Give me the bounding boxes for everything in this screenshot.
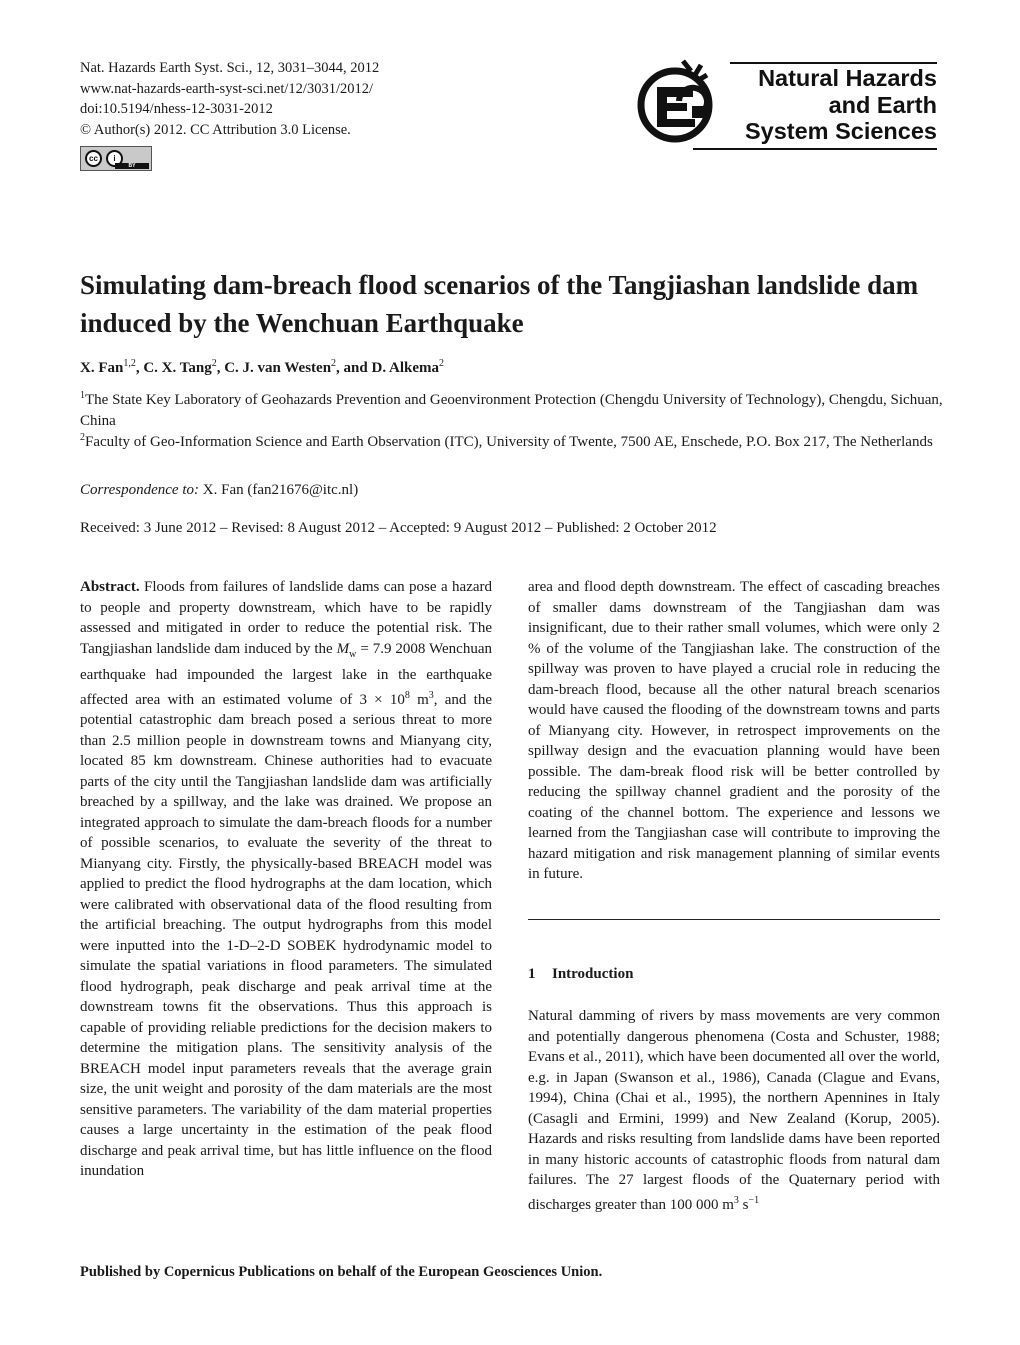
cc-icon: cc <box>85 150 102 167</box>
affiliation-1 <box>80 386 950 431</box>
abstract-continuation: area and flood depth downstream. The effect of cascading breaches of smaller dams downstream of the Tangjiashan dam was insignificant, due to their rather small volumes, which were only 2 % of the volume of the Tangjiashan lake. The construction of the spillway was proven to have played a crucial role in reducing the dam-breach flood, because all the other natural breach scenarios would have caused the flooding of the downstream towns and parts of Mianyang city. However, in retrospect improvements on the spillway design and the evacuation planning would have been possible. The dam-break flood risk will be better controlled by reducing the spillway channel gradient and the porosity of the coating of the channel bottom. The experience and lessons we learned from the Tangjiashan case will contribute to improving the hazard mitigation and risk management planning of similar events in future. <box>528 579 940 882</box>
affiliation-number: 2 <box>80 432 85 443</box>
egu-logo-icon <box>635 57 721 153</box>
journal-name-line2: and Earth <box>828 92 937 118</box>
author-affiliation-mark: 1,2 <box>123 358 136 369</box>
abstract-part: m <box>409 691 429 708</box>
abstract-part: , and the potential catastrophic dam breach posed a serious threat to more than 2.5 million people in downstream towns and Mianyang city, located 85 km downstream. Chinese authorities had to evacuate parts of the city until the Tangjiashan landslide dam was artificially breached by a spillway, and the lake was drained. We propose an integrated approach to simulate the dam-breach floods for a number of possible scenarios, to evaluate the severity of the threat to Mianyang city. Firstly, the physically-based BREACH model was applied to predict the flood hydrographs at the dam location, which were calibrated with observational data of the flood resulting from the artificial breaching. The output hydrographs from this model were inputted into the 1-D–2-D SOBEK hydrodynamic model to simulate the spatial variations in flood parameters. The simulated flood hydrograph, peak discharge and peak arrival time at the downstream towns fit the observations. Thus this approach is capable of providing reliable predictions for the decision makers to determine the mitigation plans. The sensitivity analysis of the BREACH model input parameters reveals that the average grain size, the unit weight and porosity of the dam materials are the most sensitive parameters. The variability of the dam material properties causes a large uncertainty in the estimation of the peak flood discharge and peak arrival time, but has little influence on the flood inundation <box>80 691 492 1179</box>
journal-url[interactable]: www.nat-hazards-earth-syst-sci.net/12/3031/2012/ <box>80 80 374 97</box>
author-separator: , <box>216 360 225 376</box>
doi-line[interactable]: doi:10.5194/nhess-12-3031-2012 <box>80 101 273 117</box>
cc-license-badge[interactable] <box>80 146 152 171</box>
paper-title: Simulating dam-breach flood scenarios of the Tangjiashan landslide dam induced by the Wenchuan Earthquake <box>80 270 919 338</box>
citation-block <box>80 58 500 140</box>
abstract-part: = 7.9 2008 Wenchuan earthquake had impounded the largest lake in the earthquake affected area with an estimated volume of 3 × 10 <box>80 640 492 708</box>
author-separator: , and <box>336 360 372 376</box>
exponent: 8 <box>404 689 410 701</box>
mw-symbol: M <box>336 640 350 657</box>
abstract-text <box>80 577 492 1182</box>
citation-line: Nat. Hazards Earth Syst. Sci., 12, 3031–3044, 2012 <box>80 60 380 76</box>
author-list <box>80 358 444 377</box>
license-line: © Author(s) 2012. CC Attribution 3.0 License. <box>80 121 351 138</box>
exponent: 3 <box>428 689 434 701</box>
author-name: D. Alkema <box>371 360 439 376</box>
intro-body: Natural damming of rivers by mass movements are very common and potentially dangerous phenomena (Costa and Schuster, 1988; Evans et al., 2011), which have been documented all over the world, e.g. in Japan (Swanson et al., 1986), Canada (Clague and Evans, 1994), China (Chai et al., 1995), the northern Apennines in Italy (Casagli and Ermini, 1999) and New Zealand (Korup, 2005). Hazards and risks resulting from landslide dams have been reported in many historic accounts of catastrophic floods from natural dam failures. The 27 largest floods of the Quaternary period with discharges greater than 100 000 m <box>528 1008 940 1213</box>
cc-by-label: BY <box>115 163 149 169</box>
introduction-text <box>528 1006 940 1215</box>
section-heading <box>528 966 633 983</box>
author-name: C. X. Tang <box>143 360 212 376</box>
logo-bottom-rule <box>693 148 937 150</box>
abstract-column-left <box>80 577 492 1182</box>
intro-paragraph <box>528 1006 940 1215</box>
section-title: Introduction <box>552 966 634 982</box>
attribution-icon: i <box>106 150 123 167</box>
correspondence-label: Correspondence to: <box>80 482 200 498</box>
exponent: 3 <box>733 1194 739 1206</box>
correspondence-email[interactable]: X. Fan (fan21676@itc.nl) <box>202 482 359 498</box>
author-affiliation-mark: 2 <box>331 358 337 369</box>
abstract-label: Abstract. <box>80 579 140 595</box>
unit-text: s <box>738 1196 749 1213</box>
mw-subscript: w <box>349 648 357 660</box>
section-number: 1 <box>528 966 536 982</box>
author-separator: , <box>135 360 144 376</box>
affiliation-number: 1 <box>80 390 85 401</box>
affiliation-text: Faculty of Geo-Information Science and Earth Observation (ITC), University of Twente, 7500 AE, Enschede, P.O. Box 217, The Netherlands <box>85 434 933 450</box>
correspondence <box>80 482 358 499</box>
logo-top-rule <box>730 62 937 64</box>
section-divider <box>528 919 940 920</box>
abstract-part: Floods from failures of landslide dams can pose a hazard to people and property downstream, which have to be rapidly assessed and mitigated in order to reduce the potential risk. The Tangjiashan landslide dam induced by the <box>80 579 493 657</box>
journal-logo <box>635 57 937 153</box>
author-affiliation-mark: 2 <box>211 358 217 369</box>
author-name: X. Fan <box>80 360 124 376</box>
affiliation-text: The State Key Laboratory of Geohazards Prevention and Geoenvironment Protection (Chengdu University of Technology), Chengdu, Sichuan, China <box>80 392 943 429</box>
publisher-footer: Published by Copernicus Publications on behalf of the European Geosciences Union. <box>80 1264 603 1280</box>
exponent: −1 <box>748 1194 760 1206</box>
journal-name-line3: System Sciences <box>744 118 937 144</box>
publication-dates: Received: 3 June 2012 – Revised: 8 August 2012 – Accepted: 9 August 2012 – Published: 2 October 2012 <box>80 520 717 536</box>
author-affiliation-mark: 2 <box>438 358 444 369</box>
journal-name-line1: Natural Hazards <box>758 65 937 91</box>
affiliation-2 <box>80 428 950 453</box>
author-name: C. J. van Westen <box>224 360 332 376</box>
abstract-column-right <box>528 577 940 885</box>
